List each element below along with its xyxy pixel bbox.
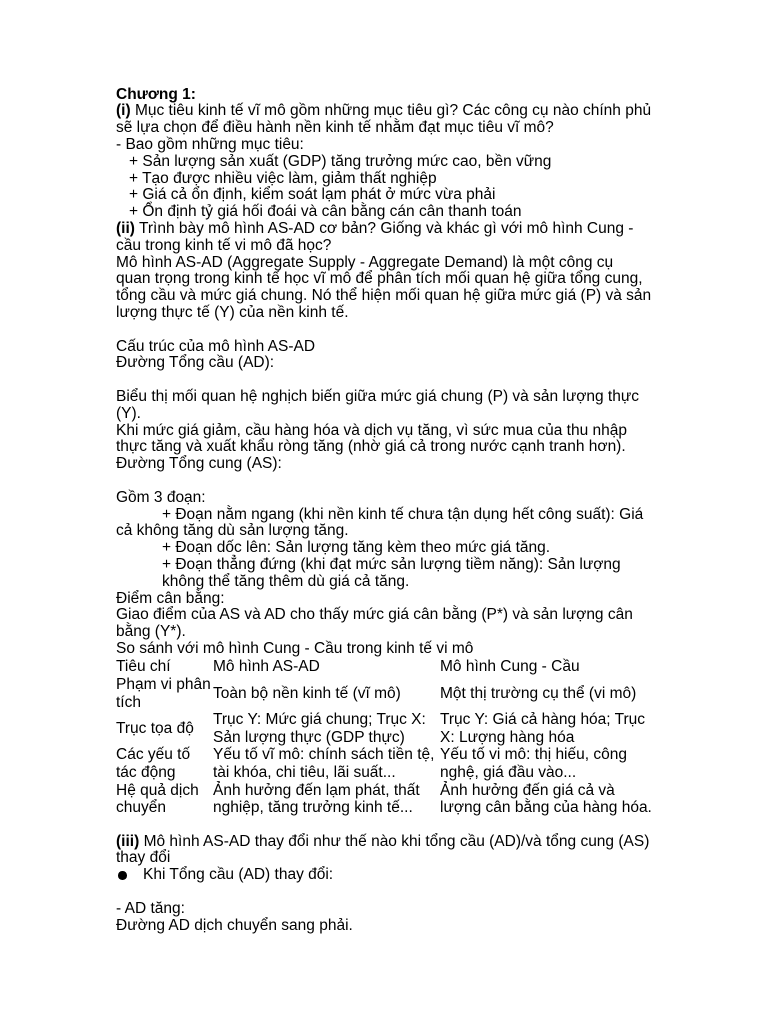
document-page [116, 87, 676, 935]
table-row [116, 746, 656, 781]
table-cell-supply-demand [440, 782, 656, 817]
cell-line: lượng cân bằng của hàng hóa. [440, 799, 652, 817]
ad-increase-heading: - AD tăng: [116, 899, 185, 917]
structure-heading: Cấu trúc của mô hình AS-AD [116, 337, 316, 355]
supply-segment-line: cả không tăng dù sản lượng tăng. [116, 522, 349, 540]
cell-line: Phạm vi phân [116, 676, 211, 694]
cell-line: Trục tọa độ [116, 720, 194, 738]
question-2-line [116, 221, 676, 238]
comparison-table [116, 658, 656, 817]
question-2-text: Trình bày mô hình AS-AD cơ bản? Giống và khác gì với mô hình Cung - [138, 219, 634, 237]
cell-line: Ảnh hưởng đến giá cả và [440, 781, 615, 799]
blank-line [116, 473, 676, 490]
blank-line [116, 322, 676, 339]
cell-line: Hệ quả dịch [116, 781, 199, 799]
table-cell-supply-demand [440, 746, 656, 781]
goal-item: + Tạo được nhiều việc làm, giảm thất nghiệp [129, 169, 437, 187]
aggregate-demand-heading: Đường Tổng cầu (AD): [116, 354, 275, 372]
cell-line: Trục Y: Giá cả hàng hóa; Trục [440, 711, 646, 729]
question-3-line [116, 834, 676, 851]
supply-segment-line: + Đoạn dốc lên: Sản lượng tăng kèm theo mức giá tăng. [162, 539, 551, 557]
cell-line: Một thị trường cụ thể (vi mô) [440, 684, 637, 702]
definition-line: Mô hình AS-AD (Aggregate Supply - Aggregate Demand) là một công cụ [116, 253, 614, 271]
aggregate-demand-line: thực tăng và xuất khẩu ròng tăng (nhờ giá cả trong nước cạnh tranh hơn). [116, 438, 626, 456]
cell-line: Trục Y: Mức giá chung; Trục X: [213, 711, 426, 729]
cell-line: X: Lượng hàng hóa [440, 728, 575, 746]
table-header-criterion: Tiêu chí [116, 658, 171, 676]
question-2-label: (ii) [116, 219, 135, 237]
aggregate-supply-heading: Đường Tổng cung (AS): [116, 455, 282, 473]
table-cell-as-ad [213, 746, 440, 781]
blank-line [116, 372, 676, 389]
cell-line: nghệ, giá đầu vào... [440, 764, 577, 782]
table-row [116, 711, 656, 746]
cell-line: nghiệp, tăng trưởng kinh tế... [213, 799, 413, 817]
cell-line: Yếu tố vĩ mô: chính sách tiền tệ, [213, 746, 435, 764]
question-1-line [116, 103, 676, 120]
question-3-text: Mô hình AS-AD thay đổi như thế nào khi tổng cầu (AD)/và tổng cung (AS) [143, 832, 650, 850]
aggregate-demand-line: Khi mức giá giảm, cầu hàng hóa và dịch vụ tăng, vì sức mua của thu nhập [116, 421, 628, 439]
cell-line: tác động [116, 764, 176, 782]
table-cell-criterion [116, 782, 213, 817]
equilibrium-line: bằng (Y*). [116, 623, 186, 641]
bullet-list-item [116, 867, 676, 884]
goal-item: + Sản lượng sản xuất (GDP) tăng trưởng mức cao, bền vững [129, 152, 552, 170]
question-1-text: Mục tiêu kinh tế vĩ mô gồm những mục tiêu gì? Các công cụ nào chính phủ [134, 102, 652, 120]
table-cell-as-ad [213, 711, 440, 746]
table-cell-as-ad [213, 782, 440, 817]
comparison-heading: So sánh với mô hình Cung - Cầu trong kinh tế vi mô [116, 639, 474, 657]
question-1-label: (i) [116, 102, 131, 120]
cell-line: chuyển [116, 799, 166, 817]
cell-line: Các yếu tố [116, 746, 191, 764]
cell-line: Sản lượng thực (GDP thực) [213, 728, 405, 746]
blank-line [116, 884, 676, 901]
table-cell-supply-demand [440, 676, 656, 711]
supply-segment-line: không thể tăng thêm dù giá cả tăng. [162, 572, 410, 590]
chapter-title: Chương 1: [116, 85, 196, 103]
cell-line: tài khóa, chi tiêu, lãi suất... [213, 764, 396, 782]
definition-line: quan trọng trong kinh tế học vĩ mô để phân tích mối quan hệ giữa tổng cung, [116, 270, 643, 288]
definition-line: lượng thực tế (Y) của nền kinh tế. [116, 303, 349, 321]
blank-line [116, 817, 676, 834]
question-3-line: thay đổi [116, 849, 171, 867]
equilibrium-line: Giao điểm của AS và AD cho thấy mức giá cân bằng (P*) và sản lượng cân [116, 606, 633, 624]
goal-item: + Ổn định tỷ giá hối đoái và cân bằng cán cân thanh toán [129, 203, 522, 221]
aggregate-demand-line: (Y). [116, 404, 141, 422]
cell-line: Toàn bộ nền kinh tế (vĩ mô) [213, 684, 401, 702]
table-header-row [116, 658, 656, 676]
table-cell-as-ad [213, 676, 440, 711]
equilibrium-heading: Điểm cân bằng: [116, 589, 225, 607]
supply-segment-line: + Đoạn nằm ngang (khi nền kinh tế chưa tận dụng hết công suất): Giá [162, 505, 644, 523]
goals-intro: - Bao gồm những mục tiêu: [116, 135, 304, 153]
aggregate-demand-line: Biểu thị mối quan hệ nghịch biến giữa mức giá chung (P) và sản lượng thực [116, 387, 639, 405]
question-2-line: cầu trong kinh tế vi mô đã học? [116, 236, 332, 254]
table-row [116, 676, 656, 711]
table-cell-criterion [116, 746, 213, 781]
bullet-icon [118, 871, 127, 880]
table-cell-criterion [116, 711, 213, 746]
question-1-line: sẽ lựa chọn để điều hành nền kinh tế nhằm đạt mục tiêu vĩ mô? [116, 119, 554, 137]
table-row [116, 782, 656, 817]
bullet-text: Khi Tổng cầu (AD) thay đổi: [143, 866, 334, 884]
table-header-as-ad: Mô hình AS-AD [213, 658, 320, 676]
table-header-supply-demand: Mô hình Cung - Cầu [440, 658, 580, 676]
cell-line: Ảnh hưởng đến lạm phát, thất [213, 781, 420, 799]
cell-line: tích [116, 693, 141, 711]
goal-item: + Giá cả ổn định, kiểm soát lạm phát ở mức vừa phải [129, 186, 496, 204]
table-cell-criterion [116, 676, 213, 711]
aggregate-supply-intro: Gồm 3 đoạn: [116, 488, 206, 506]
definition-line: tổng cầu và mức giá chung. Nó thể hiện mối quan hệ giữa mức giá (P) và sản [116, 287, 652, 305]
table-cell-supply-demand [440, 711, 656, 746]
question-3-label: (iii) [116, 832, 140, 850]
ad-increase-line: Đường AD dịch chuyển sang phải. [116, 916, 353, 934]
cell-line: Yếu tố vi mô: thị hiếu, công [440, 746, 627, 764]
supply-segment-line: + Đoạn thẳng đứng (khi đạt mức sản lượng tiềm năng): Sản lượng [162, 555, 621, 573]
